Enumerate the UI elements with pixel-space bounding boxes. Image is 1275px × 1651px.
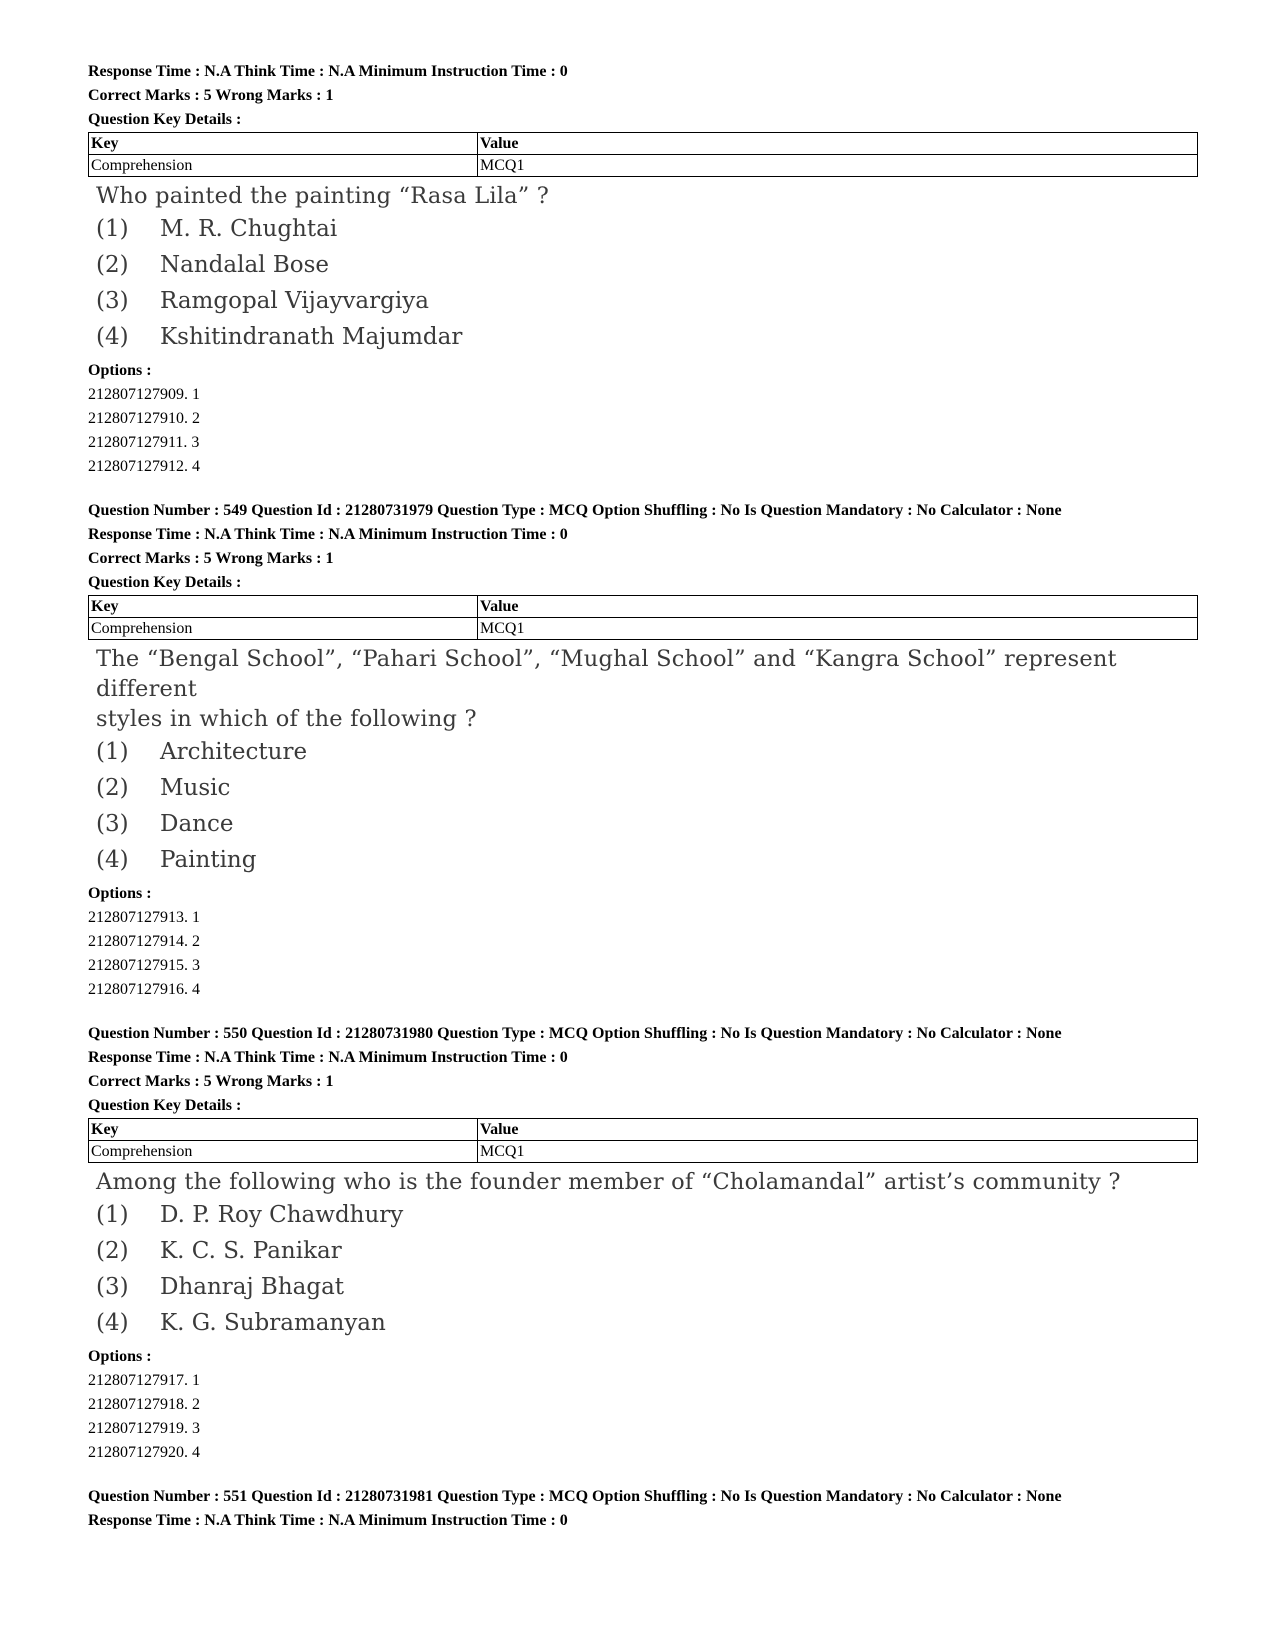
option-id: 212807127917. 1 <box>88 1372 200 1389</box>
table-row <box>89 1141 1198 1163</box>
choice-3 <box>96 283 1188 319</box>
value-header: Value <box>478 1119 1198 1141</box>
choice-text: D. P. Roy Chawdhury <box>160 1202 404 1228</box>
choice-1 <box>96 1197 1188 1233</box>
value-cell: MCQ1 <box>478 155 1198 177</box>
option-id: 212807127910. 2 <box>88 410 200 427</box>
choice-text: M. R. Chughtai <box>160 216 338 242</box>
options-label: Options : <box>88 1348 152 1365</box>
question-image <box>96 181 1188 355</box>
choice-4 <box>96 319 1188 355</box>
table-header-row <box>89 1119 1198 1141</box>
response-time-line: Response Time : N.A Think Time : N.A Minimum Instruction Time : 0 <box>88 1512 568 1529</box>
options-list <box>88 1369 1188 1465</box>
option-id: 212807127919. 3 <box>88 1420 200 1437</box>
question-block-550 <box>88 1022 1188 1465</box>
question-text: Who painted the painting “Rasa Lila” ? <box>96 183 550 209</box>
choice-number: (4) <box>96 324 129 350</box>
choice-text: Dance <box>160 811 234 837</box>
choice-number: (2) <box>96 1238 129 1264</box>
choice-4 <box>96 1305 1188 1341</box>
question-image <box>96 644 1188 878</box>
choice-4 <box>96 842 1188 878</box>
choice-number: (2) <box>96 775 129 801</box>
option-id: 212807127913. 1 <box>88 909 200 926</box>
table-row <box>89 618 1198 640</box>
options-label: Options : <box>88 362 152 379</box>
option-id: 212807127916. 4 <box>88 981 200 998</box>
question-header-line: Question Number : 549 Question Id : 21280731979 Question Type : MCQ Option Shuffling : No Is Question Mandatory : No Calculator : None <box>88 502 1062 519</box>
choice-number: (3) <box>96 811 129 837</box>
option-id: 212807127911. 3 <box>88 434 200 451</box>
options-list <box>88 906 1188 1002</box>
option-id: 212807127909. 1 <box>88 386 200 403</box>
response-time-line: Response Time : N.A Think Time : N.A Minimum Instruction Time : 0 <box>88 63 568 80</box>
key-details-label: Question Key Details : <box>88 111 242 128</box>
marks-line: Correct Marks : 5 Wrong Marks : 1 <box>88 87 334 104</box>
value-cell: MCQ1 <box>478 618 1198 640</box>
key-details-label: Question Key Details : <box>88 1097 242 1114</box>
question-text: Among the following who is the founder member of “Cholamandal” artist’s community ? <box>96 1169 1121 1195</box>
choice-3 <box>96 1269 1188 1305</box>
choice-text: Ramgopal Vijayvargiya <box>160 288 429 314</box>
choice-2 <box>96 1233 1188 1269</box>
marks-line: Correct Marks : 5 Wrong Marks : 1 <box>88 1073 334 1090</box>
document-page <box>88 60 1188 1533</box>
choice-text: Music <box>160 775 231 801</box>
key-cell: Comprehension <box>89 618 478 640</box>
option-id: 212807127912. 4 <box>88 458 200 475</box>
choice-3 <box>96 806 1188 842</box>
value-header: Value <box>478 133 1198 155</box>
choice-text: K. G. Subramanyan <box>160 1310 386 1336</box>
choice-text: K. C. S. Panikar <box>160 1238 342 1264</box>
option-id: 212807127915. 3 <box>88 957 200 974</box>
question-block-551 <box>88 1485 1188 1533</box>
choice-text: Kshitindranath Majumdar <box>160 324 463 350</box>
key-details-table <box>88 132 1198 177</box>
value-header: Value <box>478 596 1198 618</box>
choice-number: (1) <box>96 739 129 765</box>
question-block-549 <box>88 499 1188 1002</box>
key-cell: Comprehension <box>89 1141 478 1163</box>
option-id: 212807127914. 2 <box>88 933 200 950</box>
choice-2 <box>96 770 1188 806</box>
table-header-row <box>89 596 1198 618</box>
key-header: Key <box>89 1119 478 1141</box>
option-id: 212807127918. 2 <box>88 1396 200 1413</box>
question-image <box>96 1167 1188 1341</box>
key-details-table <box>88 1118 1198 1163</box>
key-header: Key <box>89 596 478 618</box>
question-text-line-1: The “Bengal School”, “Pahari School”, “Mughal School” and “Kangra School” represent different <box>96 646 1117 702</box>
key-details-label: Question Key Details : <box>88 574 242 591</box>
question-header-line: Question Number : 551 Question Id : 21280731981 Question Type : MCQ Option Shuffling : No Is Question Mandatory : No Calculator : None <box>88 1488 1062 1505</box>
question-block-548 <box>88 60 1188 479</box>
choice-number: (3) <box>96 1274 129 1300</box>
choice-number: (4) <box>96 1310 129 1336</box>
choice-number: (1) <box>96 216 129 242</box>
options-label: Options : <box>88 885 152 902</box>
choice-number: (3) <box>96 288 129 314</box>
key-header: Key <box>89 133 478 155</box>
value-cell: MCQ1 <box>478 1141 1198 1163</box>
question-text-line-2: styles in which of the following ? <box>96 706 477 732</box>
choice-number: (1) <box>96 1202 129 1228</box>
choice-text: Dhanraj Bhagat <box>160 1274 345 1300</box>
choice-text: Painting <box>160 847 257 873</box>
key-cell: Comprehension <box>89 155 478 177</box>
table-header-row <box>89 133 1198 155</box>
choice-text: Architecture <box>160 739 308 765</box>
question-header-line: Question Number : 550 Question Id : 21280731980 Question Type : MCQ Option Shuffling : No Is Question Mandatory : No Calculator : None <box>88 1025 1062 1042</box>
choice-text: Nandalal Bose <box>160 252 329 278</box>
options-list <box>88 383 1188 479</box>
choice-number: (2) <box>96 252 129 278</box>
choice-1 <box>96 211 1188 247</box>
response-time-line: Response Time : N.A Think Time : N.A Minimum Instruction Time : 0 <box>88 526 568 543</box>
option-id: 212807127920. 4 <box>88 1444 200 1461</box>
key-details-table <box>88 595 1198 640</box>
choice-1 <box>96 734 1188 770</box>
choice-2 <box>96 247 1188 283</box>
choice-number: (4) <box>96 847 129 873</box>
response-time-line: Response Time : N.A Think Time : N.A Minimum Instruction Time : 0 <box>88 1049 568 1066</box>
table-row <box>89 155 1198 177</box>
marks-line: Correct Marks : 5 Wrong Marks : 1 <box>88 550 334 567</box>
